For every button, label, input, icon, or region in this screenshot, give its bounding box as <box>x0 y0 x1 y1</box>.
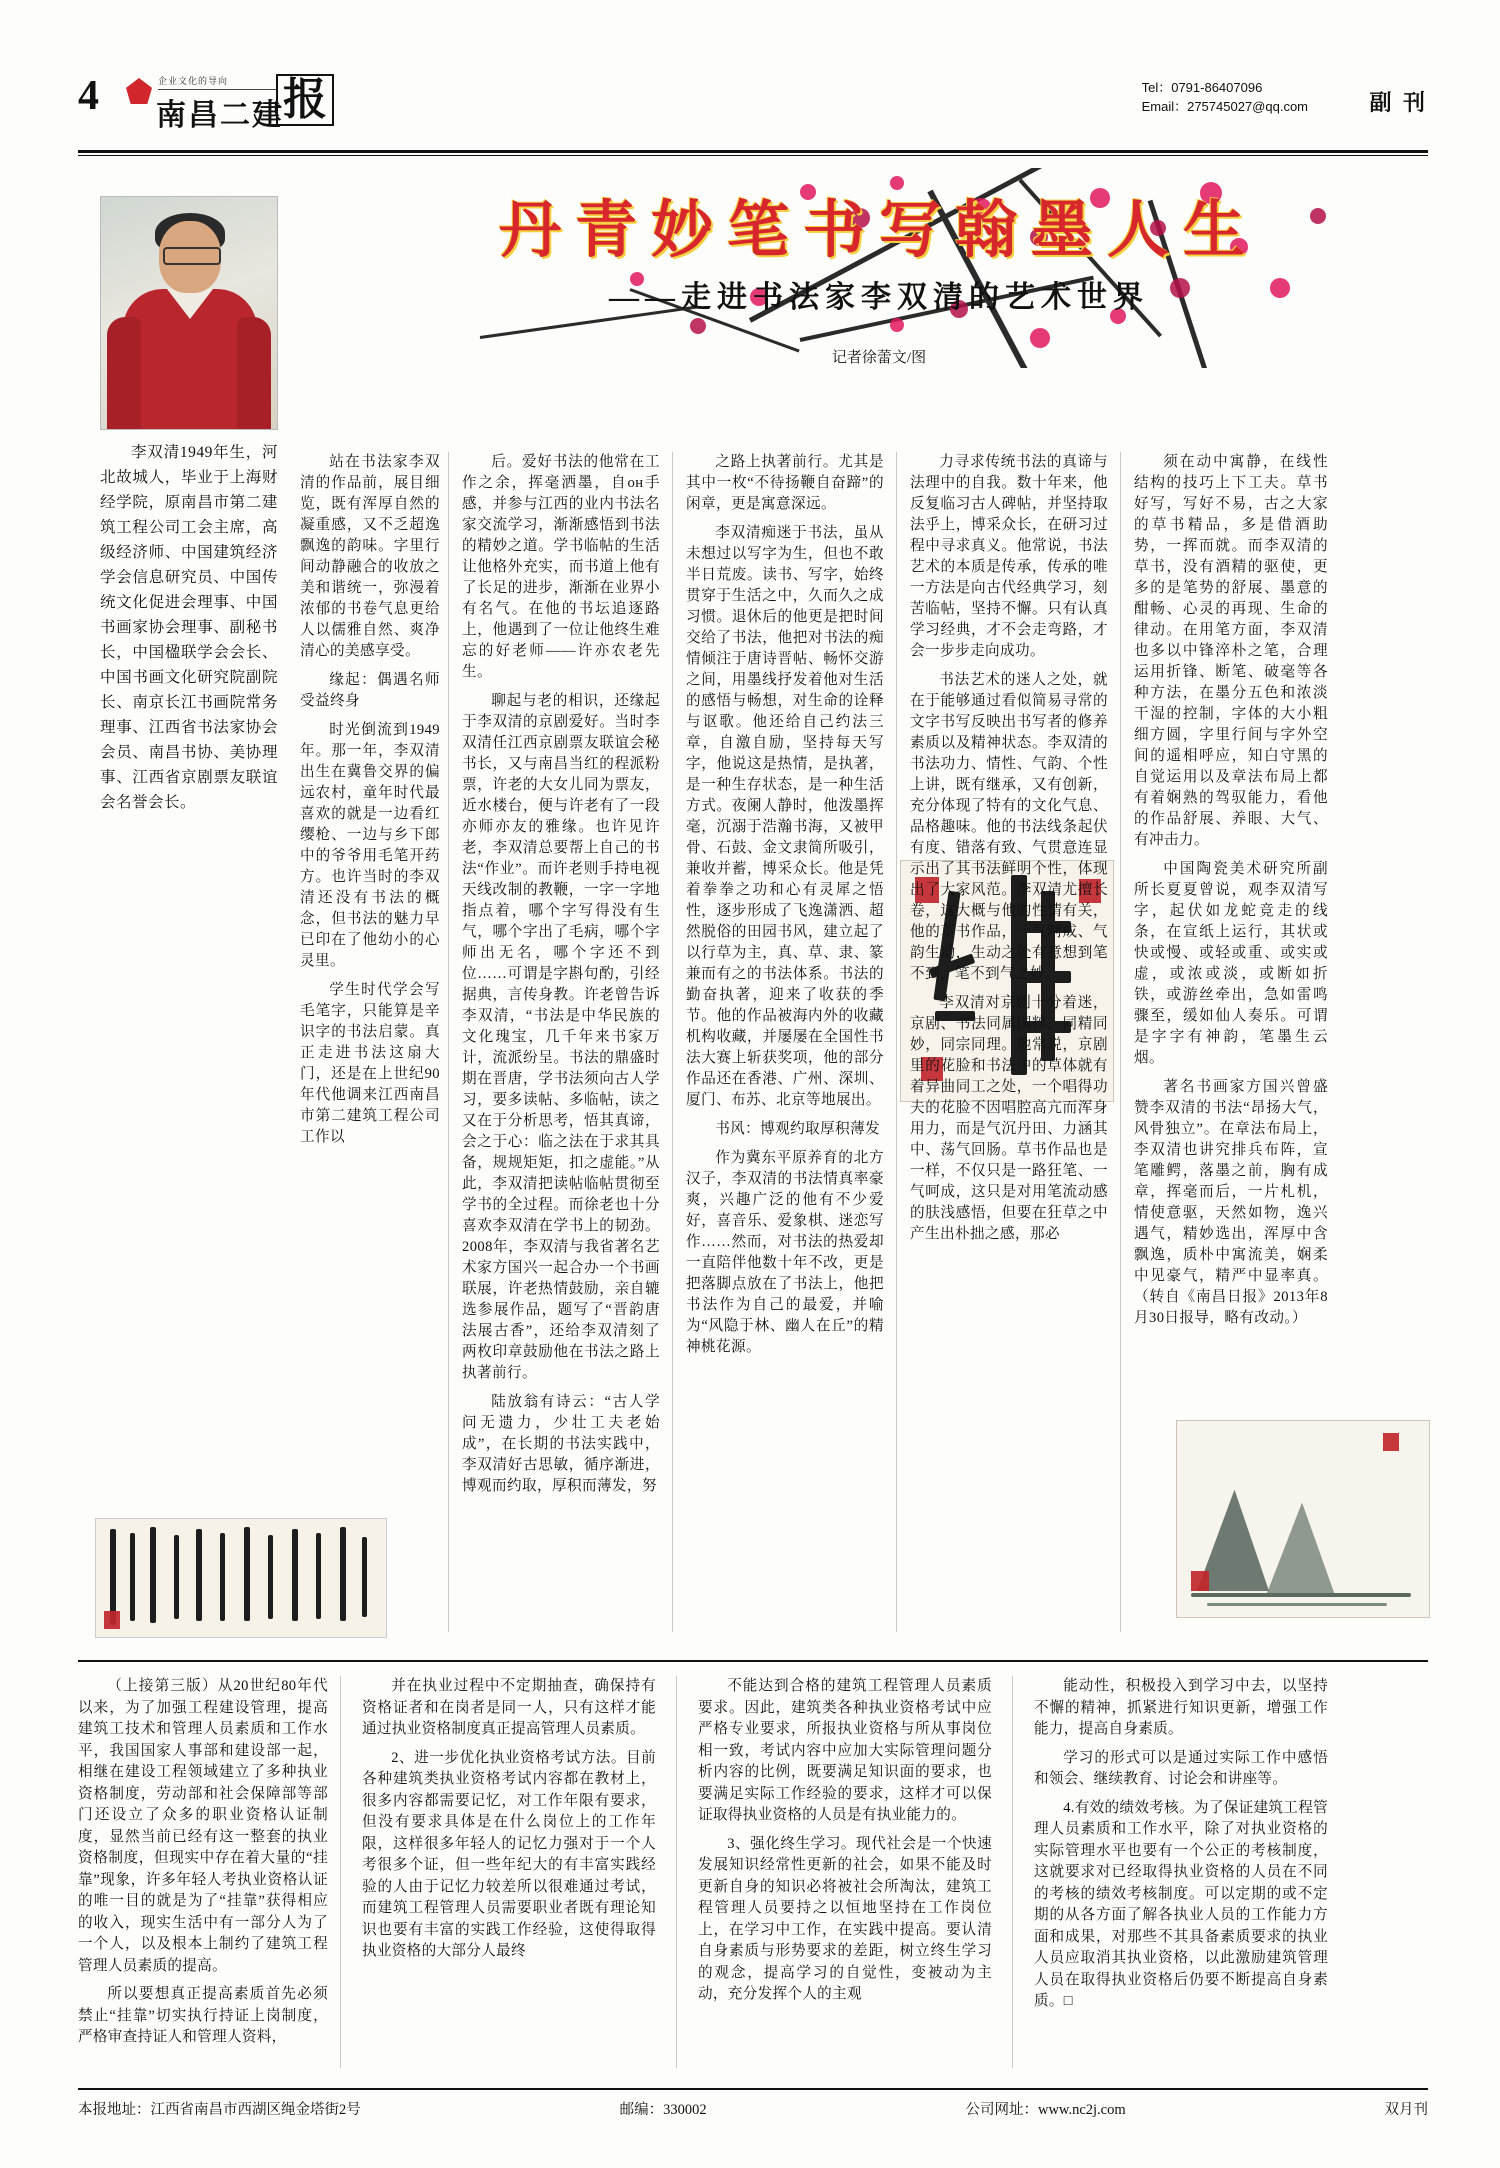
article-column-2 <box>462 452 660 1632</box>
paragraph: 聊起与老的相识，还缘起于李双清的京剧爱好。当时李双清任江西京剧票友联谊会秘书长，又与南昌当红的程派粉票，许老的大女儿同为票友，近水楼台，便与许老有了一段亦师亦友的雅缘。也许见许老，李双清总要帮上自己的书法“作业”。而许老则手持电视天线改制的教鞭，一字一字地指点着，哪个字写得没有生气，哪个字出了毛病，哪个字师出无名，哪个字还不到位……可谓是字斟句酌，引经据典，言传身教。许老曾告诉李双清，“书法是中华民族的文化瑰宝，几千年来书家万计，流派纷呈。书法的鼎盛时期在晋唐，学书法须向古人学习，要多读帖、多临帖，读之又在于分析思考，悟其真谛，会之于心：临之法在于求其具备，规规矩矩，扣之虚能。”从此，李双清把读帖临帖贯彻至学书的全过程。而徐老也十分喜欢李双清在学书上的韧劲。2008年，李双清与我省著名艺术家方国兴一起合办一个书画联展，许老热情鼓励，亲自辘选参展作品，题写了“晋韵唐法展古香”，还给李双清刻了两枚印章鼓励他在书法之路上执著前行。 <box>462 693 660 1381</box>
portrait-arm-left <box>107 317 141 429</box>
page-title: 丹青妙笔书写翰墨人生 <box>498 197 1259 265</box>
paragraph: 中国陶瓷美术研究所副所长夏夏曾说，观李双清写字，起伏如龙蛇竞走的线条，在宣纸上运行，其状或快或慢、或轻或重、或实或虚，或浓或淡，或断如折铁，或游丝牵出，急如雷鸣骤至，缓如仙人奏乐。可谓是字字有神韵，笔墨生云烟。 <box>1134 861 1328 1066</box>
logo-bao: 报 <box>276 74 334 126</box>
paragraph: 2、进一步优化执业资格考试方法。目前各种建筑类执业资格考试内容都在教材上，很多内容都需要记忆，对工作年限有要求，但没有要求具体是在什么岗位上的工作年限，这样很多年轻人的记忆力强对于一个人考很多个证，但一些年纪大的有丰富实践经验的人由于记忆力较差所以很难通过考试，而建筑工程管理人员需要职业者既有理论知识也要有丰富的实践工作经验，这使得取得执业资格的大部分人最终 <box>362 1749 656 1959</box>
glasses-icon <box>163 247 221 265</box>
article-column-5 <box>1134 452 1328 1632</box>
article-column-1 <box>300 452 440 1632</box>
paragraph: 李双清痴迷于书法，虽从未想过以写字为生，但也不敢半日荒废。读书、写字，始终贯穿于生活之中，久而久之成习惯。退休后的他更是把时间交给了书法，他把对书法的痴情倾注于唐诗晋帖、畅怀交游之间，用墨线抒发着他对生活的感悟与畅想，对生命的诠释与讴歌。他还给自己约法三章，自激自励，坚持每天写字，他说这是热情，是执著，是一种生存状态，是一种生活方式。夜阑人静时，他泼墨挥毫，沉溺于浩瀚书海，又被甲骨、石鼓、金文隶简所吸引，兼收并蓄，博采众长。他是凭着拳拳之功和心有灵犀之悟性，逐步形成了飞逸潇洒、超然脱俗的田园书风，建立起了以行草为主，真、草、隶、篆兼而有之的书法体系。书法的勤奋执著，迎来了收获的季节。他的作品被海内外的收藏机构收藏，并屡屡在全国性书法大赛上斩获奖项，他的部分作品还在香港、广州、深圳、厦门、布苏、北京等地展出。 <box>686 525 884 1108</box>
continued-article <box>78 1676 1428 2076</box>
paragraph: 书法艺术的迷人之处，就在于能够通过看似简易寻常的文字书写反映出书写者的修养素质以及精神状态。李双清的书法功力、情性、气韵、个性上讲，既有继承，又有创新，充分体现了特有的文化气息、品格趣味。他的书法线条起伏有度、错落有致、气贯意连显示出了其书法鲜明个性，体现出了大家风范。李双清尤擅长卷，这大概与他的性情有关，他的草书作品，一气呵成、气韵生动，生动之处有意想到笔不到，笔不到气之妙。 <box>910 672 1108 982</box>
paragraph: 4.有效的绩效考核。为了保证建筑工程管理人员素质和工作水平，除了对执业资格的实际管理水平也要有一个公正的考核制度，这就要求对已经取得执业资格的人员在不同的考核的绩效考核制度。可以定期的或不定期的从各方面了解各执业人员的工作能力方面和成果，对那些不其具备素质要求的执业人员应取消其执业资格，以此激励建筑管理人员在取得执业资格后仍要不断提高自身素质。□ <box>1034 1799 1328 2009</box>
author-portrait <box>100 196 278 430</box>
paragraph: 李双清对京剧十分着迷，京剧、书法同属国粹，同精同妙，同宗同理。他常说，京剧里的花脸和书法中的草体就有着异曲同工之处，一个唱得功夫的花脸不因唱腔高亢而浑身用力，而是气沉丹田、力涵其中、荡气回肠。草书作品也是一样，不仅只是一路狂笔、一气呵成，这只是对用笔流动感的肤浅感悟，但要在狂草之中产生出朴拙之感，那必 <box>910 995 1108 1242</box>
paragraph: 之路上执著前行。尤其是其中一枚“不待扬鞭自奋蹄”的闲章，更是寓意深远。 <box>686 454 884 512</box>
footer-frequency: 双月刊 <box>1384 2102 1428 2118</box>
byline: 记者徐蕾文/图 <box>831 350 927 366</box>
article-column-4 <box>910 452 1108 1632</box>
paragraph: 并在执业过程中不定期抽查，确保持有资格证者和在岗者是同一人，只有这样才能通过执业资格制度真正提高管理人员素质。 <box>362 1678 656 1737</box>
page-number: 4 <box>78 73 99 119</box>
newspaper-logo <box>126 68 356 132</box>
contact-email: Email：275745027@qq.com <box>1141 99 1308 114</box>
paragraph: 陆放翁有诗云：“古人学问无遗力，少壮工夫老始成”，在长期的书法实践中，李双清好古思敏，循序渐进，博观而约取，厚积而薄发，努 <box>462 1394 660 1494</box>
page-subtitle: ——走进书法家李双清的艺术世界 <box>609 281 1149 314</box>
contact-tel: Tel：0791-86407096 <box>1141 80 1263 95</box>
headline-area <box>330 168 1428 368</box>
paragraph: 3、强化终生学习。现代社会是一个快速发展知识经常性更新的社会，如果不能及时更新自身的知识必将被社会所淘汰，建筑工程管理人员要持之以恒地坚持在工作岗位上，在学习中工作，在实践中提高。要认清自身素质与形势要求的差距，树立终生学习的观念，提高学习的自觉性，变被动为主动，充分发挥个人的主观 <box>698 1835 992 2002</box>
footer-website[interactable]: 公司网址：www.nc2j.com <box>965 2102 1126 2118</box>
masthead-rule <box>78 150 1428 153</box>
paragraph-subheading: 书风：博观约取厚积薄发 <box>715 1121 881 1137</box>
paragraph: 学生时代学会写毛笔字，只能算是辛识字的书法启蒙。真正走进书法这扇大门，还是在上世纪90年代他调来江西南昌市第二建筑工程公司工作以 <box>300 982 440 1145</box>
paragraph: 所以要想真正提高素质首先必须禁止“挂靠”切实执行持证上岗制度，严格审查持证人和管理人资料， <box>78 1986 328 2045</box>
footer-postcode: 邮编：330002 <box>619 2102 707 2118</box>
bottom-column-1 <box>78 1676 328 2056</box>
footer-address: 本报地址：江西省南昌市西湖区绳金塔街2号 <box>78 2102 361 2118</box>
logo-title: 南昌二建 <box>156 99 284 132</box>
masthead <box>78 68 1428 146</box>
paragraph: 须在动中寓静，在线性结构的技巧上下工夫。草书好写，写好不易，古之大家的草书精品，多是借酒助势，一挥而就。而李双清的草书，没有酒精的驱使，更多的是笔势的舒展、墨意的酣畅、心灵的再现、生命的律动。在用笔方面，李双清也多以中锋淬朴之笔，合理运用折锋、断笔、破毫等各种方法，在墨分五色和浓淡干湿的控制，字体的大小粗细方圆，字里行间与字外空间的遥相呼应，知白守黑的自觉运用以及章法布局上都有着娴熟的驾驭能力，看他的作品舒展、养眼、大气、有冲击力。 <box>1134 454 1328 848</box>
author-bio <box>100 440 278 827</box>
portrait-arm-right <box>237 317 271 429</box>
article-column-3 <box>686 452 884 1632</box>
section-divider <box>78 1660 1428 1662</box>
bottom-column-2 <box>362 1676 656 1970</box>
paragraph: 时光倒流到1949年。那一年，李双清出生在冀鲁交界的偏远农村，童年时代最喜欢的就是一边看红缨枪、一边与乡下郎中的爷爷用毛笔开药方。也许当时的李双清还没有书法的概念，但书法的魅力早已印在了他幼小的心灵里。 <box>300 722 440 969</box>
bio-paragraph: 李双清1949年生，河北故城人，毕业于上海财经学院，原南昌市第二建筑工程公司工会主席，高级经济师、中国建筑经济学会信息研究员、中国传统文化促进会理事、中国书画家协会理事、副秘书长，中国楹联学会会长、中国书画文化研究院副院长、南京长江书画院常务理事、江西省书法家协会会员、南昌书协、美协理事、江西省京剧票友联谊会名誉会长。 <box>100 444 278 811</box>
paragraph: 站在书法家李双清的作品前，展目细览，既有浑厚自然的凝重感，又不乏超逸飘逸的韵味。字里行间动静融合的收放之美和谐统一，弥漫着浓郁的书卷气息更给人以儒雅自然、爽净清心的美感享受。 <box>300 454 440 659</box>
star-icon <box>126 78 152 104</box>
logo-tagline: 企业文化的导向 <box>158 77 229 87</box>
bottom-column-4 <box>1034 1676 1328 2020</box>
paragraph: 著名书画家方国兴曾盛赞李双清的书法“昂扬大气，风骨独立”。在章法布局上，李双清也讲究排兵布阵，宣笔雕鳄，落墨之前，胸有成章，挥毫而后，一片札机，情使意驱，天然如物，逸兴遇气，精妙选出，浑厚中含飘逸，质朴中寓流美，娴柔中见豪气，精严中显率真。（转自《南昌日报》2013年8月30日报导，略有改动。） <box>1134 1079 1328 1326</box>
paragraph: 后。爱好书法的他常在工作之余，挥毫洒墨，自он手感，并参与江西的业内书法名家交流学习，渐渐感悟到书法的精妙之道。学书临帖的生活让他格外充实，而书道上他有了长足的进步，渐渐在业界小有名气。在他的书坛追逐路上，他遇到了一位让他终生难忘的好老师——许亦农老先生。 <box>462 454 660 680</box>
contact-info <box>1142 78 1308 116</box>
footer <box>78 2098 1428 2119</box>
paragraph: （上接第三版）从20世纪80年代以来，为了加强工程建设管理，提高建筑工技术和管理人员素质和工作水平，我国国家人事部和建设部一起，相继在建设工程领域建立了多种执业资格制度，劳动部和社会保障部等部门还设立了众多的职业资格认证制度，显然当前已经有这一整套的执业资格制度，但现实中存在着大量的“挂靠”现象，许多年轻人考执业资格认证的唯一目的就是为了“挂靠”获得相应的收入，现实生活中有一部分人为了一个人，以及根本上制约了建筑工程管理人员素质的提高。 <box>78 1678 328 1974</box>
paragraph: 不能达到合格的建筑工程管理人员素质要求。因此，建筑类各种执业资格考试中应严格专业要求，所报执业资格与所从事岗位相一致，考试内容中应加大实际管理问题分析内容的比例，既要满足知识面的要求，也要满足实际工作经验的要求，这样才可以保证取得执业资格的人员是有执业能力的。 <box>698 1678 992 1823</box>
paragraph: 作为冀东平原养育的北方汉子，李双清的书法情真率豪爽，兴趣广泛的他有不少爱好，喜音乐、爱象棋、迷恋写作……然而，对书法的热爱却一直陪伴他数十年不改，更是把落脚点放在了书法上，他把书法作为自己的最爱，并喻为“风隐于林、幽人在丘”的精神桃花源。 <box>686 1150 884 1355</box>
paragraph: 学习的形式可以是通过实际工作中感悟和领会、继续教育、讨论会和讲座等。 <box>1034 1749 1328 1787</box>
paragraph: 能动性，积极投入到学习中去，以坚持不懈的精神，抓紧进行知识更新，增强工作能力，提高自身素质。 <box>1034 1678 1328 1737</box>
footer-divider <box>78 2088 1428 2090</box>
paragraph: 力寻求传统书法的真谛与法理中的自我。数十年来，他反复临习古人碑帖，并坚持取法乎上，博采众长，在研习过程中寻求真义。他常说，书法艺术的本质是传承，传承的唯一方法是向古代经典学习，刻苦临帖，坚持不懈。只有认真学习经典，才不会走弯路，才会一步步走向成功。 <box>910 454 1108 659</box>
paragraph-subheading: 缘起：偶遇名师受益终身 <box>300 672 440 709</box>
section-label: 副 刊 <box>1369 90 1428 115</box>
bottom-column-3 <box>698 1676 992 2013</box>
article-columns <box>300 452 1428 1632</box>
